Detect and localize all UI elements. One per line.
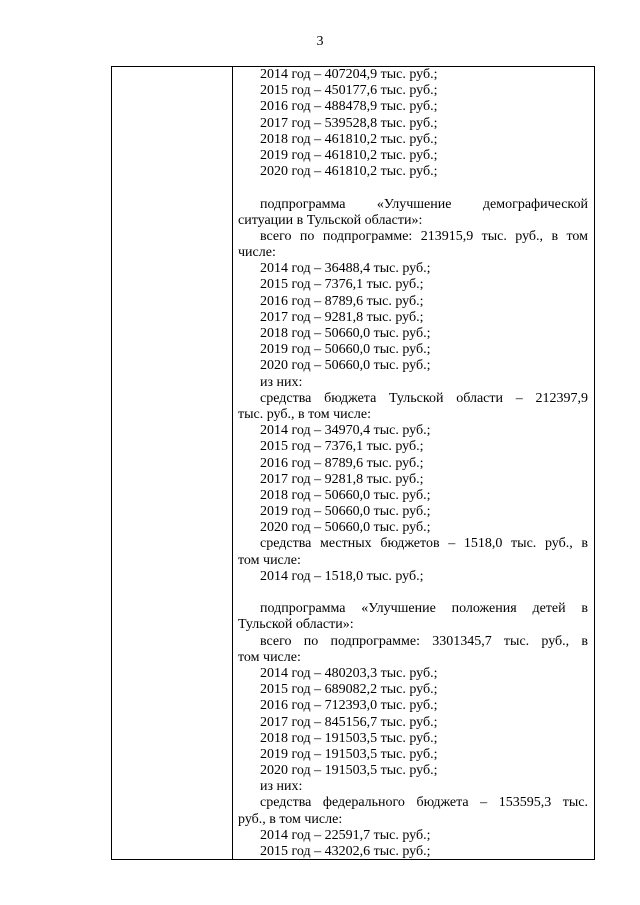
text-line: 2020 год – 50660,0 тыс. руб.; xyxy=(260,358,431,374)
spacer xyxy=(238,180,588,196)
text-line: 2015 год – 7376,1 тыс. руб.; xyxy=(260,439,424,455)
text-line: 2014 год – 34970,4 тыс. руб.; xyxy=(260,423,431,439)
text-line: 2016 год – 8789,6 тыс. руб.; xyxy=(260,293,424,309)
text-line: 2018 год – 461810,2 тыс. руб.; xyxy=(260,131,438,147)
text-line: 2016 год – 8789,6 тыс. руб.; xyxy=(260,455,424,471)
text-line: 2015 год – 450177,6 тыс. руб.; xyxy=(260,83,438,99)
text-line: 2016 год – 712393,0 тыс. руб.; xyxy=(260,698,438,714)
text-line: 2017 год – 9281,8 тыс. руб.; xyxy=(260,309,424,325)
page-number: 3 xyxy=(316,34,324,49)
text-line: 2020 год – 50660,0 тыс. руб.; xyxy=(260,520,431,536)
text-line: 2019 год – 461810,2 тыс. руб.; xyxy=(260,147,438,163)
text-line: 2017 год – 539528,8 тыс. руб.; xyxy=(260,115,438,131)
program-table xyxy=(111,66,595,860)
text-line: 2015 год – 43202,6 тыс. руб.; xyxy=(260,844,431,859)
text-line: 2017 год – 9281,8 тыс. руб.; xyxy=(260,471,424,487)
text-line: из них: xyxy=(260,779,303,795)
text-line: 2017 год – 845156,7 тыс. руб.; xyxy=(260,714,438,730)
text-line: 2016 год – 488478,9 тыс. руб.; xyxy=(260,99,438,115)
text-line: 2020 год – 461810,2 тыс. руб.; xyxy=(260,164,438,180)
text-line: 2014 год – 480203,3 тыс. руб.; xyxy=(260,665,438,681)
text-line: 2015 год – 7376,1 тыс. руб.; xyxy=(260,277,424,293)
text-line: из них: xyxy=(260,374,303,390)
text-line: 2014 год – 36488,4 тыс. руб.; xyxy=(260,261,431,277)
subprogram-heading: подпрограмма «Улучшение демографической xyxy=(260,196,588,212)
text-line: том числе: xyxy=(238,649,301,665)
text-line: числе: xyxy=(238,245,276,261)
text-line: средства федерального бюджета – 153595,3 тыс. xyxy=(260,795,588,811)
text-line: средства местных бюджетов – 1518,0 тыс. руб., в xyxy=(260,536,588,552)
text-line: 2018 год – 50660,0 тыс. руб.; xyxy=(260,326,431,341)
text-line: 2015 год – 689082,2 тыс. руб.; xyxy=(260,682,438,698)
subprogram-heading: подпрограмма «Улучшение положения детей в xyxy=(260,601,588,617)
text-line: 2014 год – 22591,7 тыс. руб.; xyxy=(260,827,431,843)
subprogram-heading: Тульской области»: xyxy=(238,617,354,633)
text-line: средства бюджета Тульской области – 212397,9 xyxy=(260,390,588,406)
text-line: тыс. руб., в том числе: xyxy=(238,406,371,422)
text-line: 2019 год – 50660,0 тыс. руб.; xyxy=(260,342,431,358)
subprogram-heading: ситуации в Тульской области»: xyxy=(238,212,423,228)
text-line: 2018 год – 191503,5 тыс. руб.; xyxy=(260,730,438,746)
spacer xyxy=(238,585,588,601)
text-line: 2019 год – 191503,5 тыс. руб.; xyxy=(260,746,438,762)
text-line: руб., в том числе: xyxy=(238,811,343,827)
text-line: том числе: xyxy=(238,552,301,568)
text-line: всего по подпрограмме: 213915,9 тыс. руб., в том xyxy=(260,228,588,244)
text-line: 2014 год – 1518,0 тыс. руб.; xyxy=(260,568,424,584)
text-line: 2020 год – 191503,5 тыс. руб.; xyxy=(260,763,438,779)
text-line: всего по подпрограмме: 3301345,7 тыс. руб., в xyxy=(260,633,588,649)
funding-cell xyxy=(238,67,588,860)
text-line: 2014 год – 407204,9 тыс. руб.; xyxy=(260,67,438,82)
text-line: 2018 год – 50660,0 тыс. руб.; xyxy=(260,487,431,503)
column-divider xyxy=(232,67,233,859)
text-line: 2019 год – 50660,0 тыс. руб.; xyxy=(260,504,431,520)
